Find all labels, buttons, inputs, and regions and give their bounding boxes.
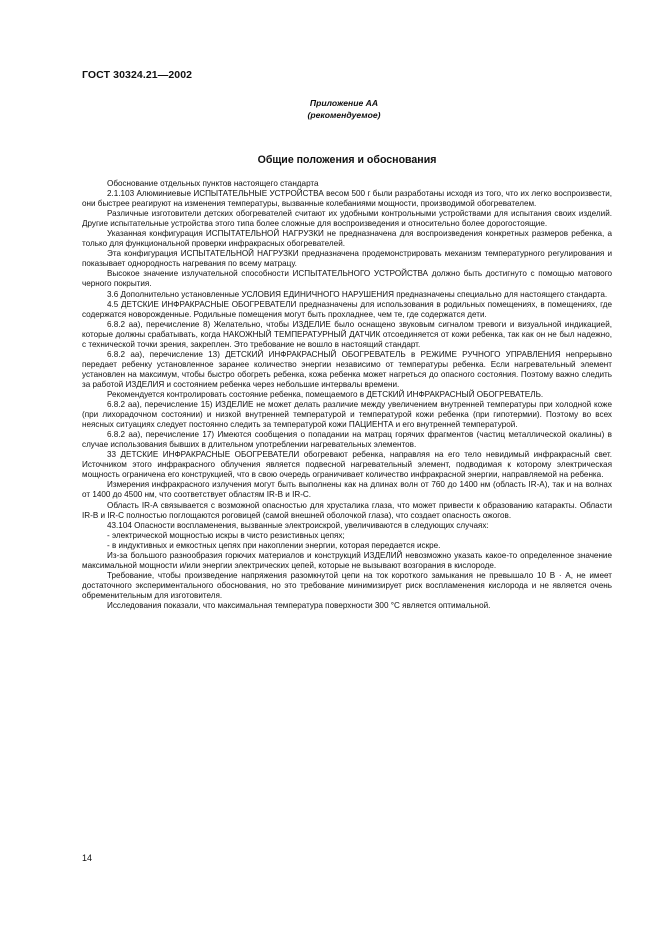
- paragraph: Различные изготовители детских обогревателей считают их удобными контрольными устройствами для испытания своих изделий. Другие испытательные устройства этого типа более сложные для воспроизведения и относительно более дорогостоящие.: [82, 209, 612, 229]
- annex-title: Приложение АА: [309, 98, 379, 108]
- paragraph: 3.6 Дополнительно установленные УСЛОВИЯ ЕДИНИЧНОГО НАРУШЕНИЯ предназначены специально для настоящего стандарта.: [107, 289, 608, 299]
- paragraph: Из-за большого разнообразия горючих материалов и конструкций ИЗДЕЛИЙ невозможно указать какое-то определенное значение максимальной мощности и/или энергии электрических цепей, которые не вызывают возгорания в кислороде.: [82, 550, 612, 570]
- paragraph: 43.104 Опасности воспламенения, вызванные электроискрой, увеличиваются в следующих случаях:: [107, 520, 489, 530]
- paragraph: 6.8.2 аа), перечисление 17) Имеются сообщения о попадании на матрац горячих фрагментов (частиц металлической окалины) в случае использования бывших в длительном употреблении нагревательных элементов.: [82, 430, 612, 450]
- paragraph: Обоснование отдельных пунктов настоящего стандарта: [107, 179, 319, 188]
- paragraph: Эта конфигурация ИСПЫТАТЕЛЬНОЙ НАГРУЗКИ предназначена продемонстрировать механизм температурного регулирования и показывает однородность нагревания по всему матрацу.: [82, 249, 612, 269]
- document-body: [82, 179, 612, 611]
- annex-status: (рекомендуемое): [307, 110, 381, 120]
- paragraph: Измерения инфракрасного излучения могут быть выполнены как на длинах волн от 760 до 1400 нм (область IR-A), так и на волнах от 1400 до 4500 нм, что соответствует областям IR-B и IR-C.: [82, 480, 612, 500]
- paragraph: Область IR-A связывается с возможной опасностью для хрусталика глаза, что может привести к образованию катаракты. Области IR-B и IR-C полностью поглощаются роговицей (самой внешней оболочкой глаза), что создает опасность ожогов.: [82, 500, 612, 520]
- list-item: - электрической мощностью искры в чисто резистивных цепях;: [107, 530, 345, 540]
- annex-heading: [250, 97, 438, 121]
- section-title: Общие положения и обоснования: [257, 154, 437, 166]
- paragraph: 2.1.103 Алюминиевые ИСПЫТАТЕЛЬНЫЕ УСТРОЙСТВА весом 500 г были разработаны исходя из того, что их легко воспроизвести, они быстрее реагируют на изменения температуры, вызванные колебаниями мощности, производимой обогревателем.: [82, 189, 612, 209]
- paragraph: 33 ДЕТСКИЕ ИНФРАКРАСНЫЕ ОБОГРЕВАТЕЛИ обогревают ребенка, направляя на его тело невидимый инфракрасный свет. Источником этого инфракрасного облучения является подвесной нагревательный элемент, подводимая к которому электрическая мощность ограничена его конструкцией, что в свою очередь ограничивает количество инфракрасной энергии, направляемой на ребенка.: [82, 450, 612, 480]
- paragraph: Исследования показали, что максимальная температура поверхности 300 °С является оптимальной.: [107, 600, 491, 610]
- paragraph: Требование, чтобы произведение напряжения разомкнутой цепи на ток короткого замыкания не превышало 10 В · А, не имеет достаточного экспериментального обоснования, но это требование минимизирует риск воспламенения кислорода и не является очень обременительным для изготовителя.: [82, 570, 612, 600]
- standard-header: ГОСТ 30324.21—2002: [82, 69, 193, 81]
- page-number: 14: [82, 853, 93, 863]
- paragraph: 4.5 ДЕТСКИЕ ИНФРАКРАСНЫЕ ОБОГРЕВАТЕЛИ предназначены для использования в родильных помещениях, в помещениях, где содержатся новорожденные. Родильные помещения могут быть прохладнее, чем те, где содержатся дети.: [82, 299, 612, 319]
- paragraph: Рекомендуется контролировать состояние ребенка, помещаемого в ДЕТСКИЙ ИНФРАКРАСНЫЙ ОБОГРЕВАТЕЛЬ.: [107, 389, 544, 399]
- paragraph: 6.8.2 аа), перечисление 8) Желательно, чтобы ИЗДЕЛИЕ было оснащено звуковым сигналом тревоги и визуальной индикацией, которые должны срабатывать, когда НАКОЖНЫЙ ТЕМПЕРАТУРНЫЙ ДАТЧИК отсоединяется от кожи ребенка, так как он не был надежно, с технической точки зрения, закреплен. Это требование не вошло в настоящий стандарт.: [82, 319, 612, 349]
- paragraph: Указанная конфигурация ИСПЫТАТЕЛЬНОЙ НАГРУЗКИ не предназначена для воспроизведения конкретных размеров ребенка, а только для функциональной проверки инфракрасных обогревателей.: [82, 229, 612, 249]
- list-item: - в индуктивных и емкостных цепях при накоплении энергии, которая передается искре.: [107, 540, 441, 550]
- paragraph: Высокое значение излучательной способности ИСПЫТАТЕЛЬНОГО УСТРОЙСТВА должно быть достигнуто с помощью матового черного покрытия.: [82, 269, 612, 289]
- paragraph: 6.8.2 аа), перечисление 13) ДЕТСКИЙ ИНФРАКРАСНЫЙ ОБОГРЕВАТЕЛЬ в РЕЖИМЕ РУЧНОГО УПРАВЛЕНИЯ непрерывно передает ребенку установленное заранее количество энергии независимо от температуры ребенка. Если нагревательный элемент установлен на максимум, чтобы быстро обогреть ребенка, кожа ребенка может нагреться до опасного состояния. Поэтому важно следить за работой ИЗДЕЛИЯ и состоянием ребенка через небольшие интервалы времени.: [82, 349, 612, 389]
- paragraph: 6.8.2 аа), перечисление 15) ИЗДЕЛИЕ не может делать различие между увеличением внутренней температуры при холодной коже (при лихорадочном состоянии) и низкой внутренней температурой и температурой кожи ребенка (при гипотермии). Поэтому во всех неясных ситуациях следует постоянно следить за температурой кожи ПАЦИЕНТА и его внутренней температурой.: [82, 400, 612, 430]
